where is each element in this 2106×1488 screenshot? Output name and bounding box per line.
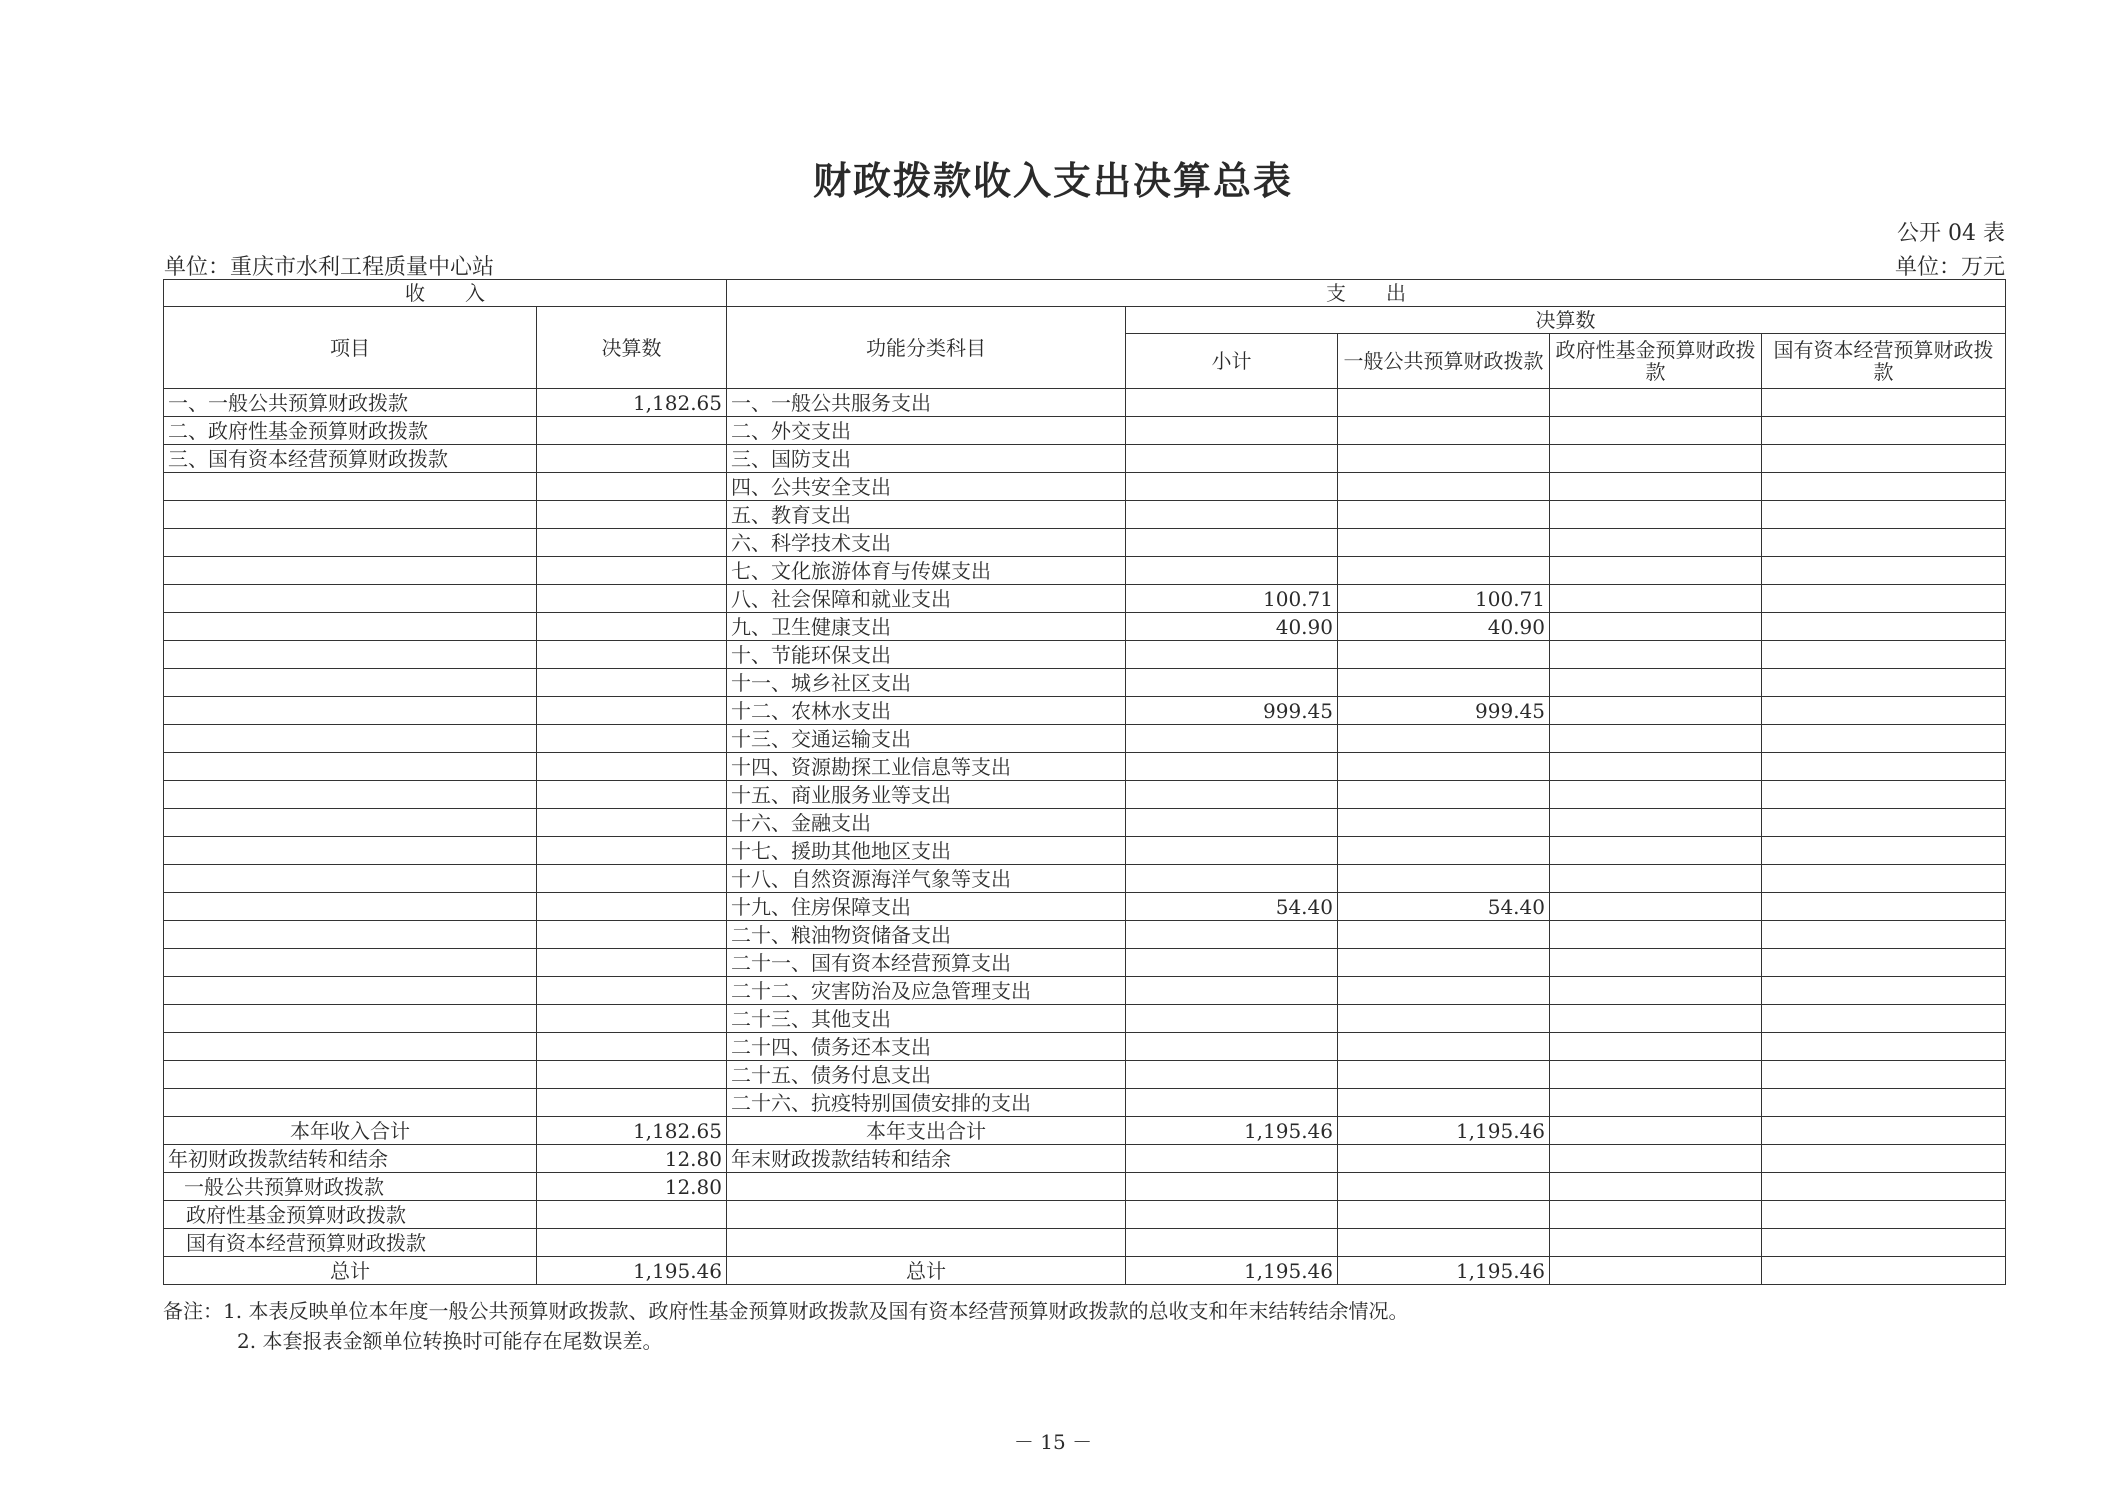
cell-item (164, 557, 537, 585)
cell-general (1338, 1033, 1550, 1061)
table-row (164, 501, 2006, 529)
subtotal-header: 小计 (1126, 334, 1338, 389)
table-row (164, 417, 2006, 445)
cell-amount (537, 417, 727, 445)
cell-subtotal (1126, 501, 1338, 529)
table-row (164, 949, 2006, 977)
cell-amount (537, 809, 727, 837)
unit-currency: 单位：万元 (1894, 255, 2005, 280)
cell-func: 十八、自然资源海洋气象等支出 (727, 865, 1126, 893)
cell-amount (537, 1061, 727, 1089)
cell-func: 十、节能环保支出 (727, 641, 1126, 669)
cell-subtotal (1126, 417, 1338, 445)
cell-state (1762, 1089, 2006, 1117)
cell-amount (537, 893, 727, 921)
cell-item: 三、国有资本经营预算财政拨款 (164, 445, 537, 473)
cell-amount (537, 921, 727, 949)
cell-fund (1550, 921, 1762, 949)
income-total-label: 本年收入合计 (164, 1117, 537, 1145)
cell-item (164, 949, 537, 977)
carry-out-general (1338, 1145, 1550, 1173)
cell-fund (1550, 865, 1762, 893)
cell-subtotal: 40.90 (1126, 613, 1338, 641)
expense-total-subtotal: 1,195.46 (1126, 1117, 1338, 1145)
cell-item (164, 1061, 537, 1089)
table-row (164, 641, 2006, 669)
cell-state (1762, 697, 2006, 725)
table-row (164, 557, 2006, 585)
cell-item (164, 781, 537, 809)
table-row (164, 725, 2006, 753)
cell-amount (537, 725, 727, 753)
table-row (164, 921, 2006, 949)
cell-func: 二十、粮油物资储备支出 (727, 921, 1126, 949)
cell-item (164, 809, 537, 837)
cell-item (164, 669, 537, 697)
cell-general (1338, 557, 1550, 585)
cell-func: 十六、金融支出 (727, 809, 1126, 837)
cell-subtotal (1126, 641, 1338, 669)
cell-func: 五、教育支出 (727, 501, 1126, 529)
cell-amount (537, 557, 727, 585)
cell-state (1762, 417, 2006, 445)
cell-fund (1550, 473, 1762, 501)
cell-item (164, 473, 537, 501)
cell-amount (537, 837, 727, 865)
cell-amount (537, 585, 727, 613)
cell-fund (1550, 669, 1762, 697)
cell-amount (537, 949, 727, 977)
cell-item (164, 725, 537, 753)
table-row (164, 669, 2006, 697)
cell-func: 二十二、灾害防治及应急管理支出 (727, 977, 1126, 1005)
cell-func: 七、文化旅游体育与传媒支出 (727, 557, 1126, 585)
cell-state (1762, 1005, 2006, 1033)
cell-amount (537, 501, 727, 529)
grand-fund (1550, 1257, 1762, 1285)
general-header: 一般公共预算财政拨款 (1338, 334, 1550, 389)
cell-fund (1550, 1089, 1762, 1117)
cell-subtotal: 54.40 (1126, 893, 1338, 921)
cell-subtotal (1126, 1089, 1338, 1117)
cell-subtotal (1126, 557, 1338, 585)
carry-out-label: 年末财政拨款结转和结余 (727, 1145, 1126, 1173)
table-row (164, 837, 2006, 865)
cell-subtotal (1126, 781, 1338, 809)
cell-general (1338, 501, 1550, 529)
cell-state (1762, 613, 2006, 641)
cell-state (1762, 781, 2006, 809)
cell-state (1762, 557, 2006, 585)
carry-in-amount: 12.80 (537, 1145, 727, 1173)
cell-func: 四、公共安全支出 (727, 473, 1126, 501)
cell-state (1762, 809, 2006, 837)
table-row (164, 865, 2006, 893)
cell-amount (537, 445, 727, 473)
func-header: 功能分类科目 (727, 307, 1126, 389)
table-row (164, 977, 2006, 1005)
cell-item (164, 697, 537, 725)
item-header: 项目 (164, 307, 537, 389)
expense-header: 支 出 (727, 280, 2006, 307)
cell-amount (537, 613, 727, 641)
expense-total-label: 本年支出合计 (727, 1117, 1126, 1145)
cell-func: 十二、农林水支出 (727, 697, 1126, 725)
cell-func: 十三、交通运输支出 (727, 725, 1126, 753)
cell-func: 十七、援助其他地区支出 (727, 837, 1126, 865)
cell-func: 二十一、国有资本经营预算支出 (727, 949, 1126, 977)
cell-general (1338, 781, 1550, 809)
budget-table (163, 279, 2006, 1285)
cell-subtotal (1126, 725, 1338, 753)
grand-total-amount: 1,195.46 (537, 1257, 727, 1285)
header-row-1 (164, 280, 2006, 307)
cell-item: 二、政府性基金预算财政拨款 (164, 417, 537, 445)
cell-item (164, 893, 537, 921)
cell-item (164, 529, 537, 557)
cell-item (164, 585, 537, 613)
grand-total-row (164, 1257, 2006, 1285)
cell-fund (1550, 585, 1762, 613)
table-row (164, 1061, 2006, 1089)
grand-state (1762, 1257, 2006, 1285)
cell-fund (1550, 781, 1762, 809)
cell-amount (537, 753, 727, 781)
cell-amount (537, 781, 727, 809)
notes (163, 1296, 1408, 1356)
cell-state (1762, 641, 2006, 669)
cell-item (164, 501, 537, 529)
cell-func: 九、卫生健康支出 (727, 613, 1126, 641)
cell-fund (1550, 949, 1762, 977)
carry-in-general-label: 一般公共预算财政拨款 (164, 1173, 537, 1201)
cell-item (164, 865, 537, 893)
page-title: 财政拨款收入支出决算总表 (812, 158, 1293, 203)
carry-in-general-amount: 12.80 (537, 1173, 727, 1201)
table-row (164, 781, 2006, 809)
carry-state-row (164, 1229, 2006, 1257)
income-total-amount: 1,182.65 (537, 1117, 727, 1145)
cell-subtotal (1126, 473, 1338, 501)
carry-row (164, 1145, 2006, 1173)
cell-amount (537, 1033, 727, 1061)
grand-exp-label: 总计 (727, 1257, 1126, 1285)
unit-organization: 单位：重庆市水利工程质量中心站 (164, 255, 495, 280)
cell-item (164, 1033, 537, 1061)
cell-state (1762, 949, 2006, 977)
carry-in-label: 年初财政拨款结转和结余 (164, 1145, 537, 1173)
cell-general (1338, 809, 1550, 837)
cell-fund (1550, 1005, 1762, 1033)
grand-general: 1,195.46 (1338, 1257, 1550, 1285)
cell-subtotal: 999.45 (1126, 697, 1338, 725)
cell-general (1338, 389, 1550, 417)
cell-state (1762, 921, 2006, 949)
amount-header: 决算数 (537, 307, 727, 389)
cell-fund (1550, 1061, 1762, 1089)
cell-general: 100.71 (1338, 585, 1550, 613)
cell-fund (1550, 725, 1762, 753)
table-row (164, 613, 2006, 641)
cell-fund (1550, 389, 1762, 417)
carry-out-subtotal (1126, 1145, 1338, 1173)
cell-func: 三、国防支出 (727, 445, 1126, 473)
cell-general (1338, 445, 1550, 473)
income-total-row (164, 1117, 2006, 1145)
carry-in-fund-label: 政府性基金预算财政拨款 (164, 1201, 537, 1229)
cell-fund (1550, 697, 1762, 725)
cell-amount (537, 865, 727, 893)
cell-func: 十五、商业服务业等支出 (727, 781, 1126, 809)
cell-amount (537, 697, 727, 725)
cell-general (1338, 921, 1550, 949)
cell-state (1762, 1033, 2006, 1061)
cell-state (1762, 725, 2006, 753)
table-row (164, 1033, 2006, 1061)
cell-fund (1550, 977, 1762, 1005)
cell-fund (1550, 1033, 1762, 1061)
cell-fund (1550, 501, 1762, 529)
cell-general (1338, 949, 1550, 977)
cell-fund (1550, 557, 1762, 585)
cell-amount (537, 977, 727, 1005)
fund-header: 政府性基金预算财政拨款 (1550, 334, 1762, 389)
cell-amount (537, 529, 727, 557)
cell-amount: 1,182.65 (537, 389, 727, 417)
grand-subtotal: 1,195.46 (1126, 1257, 1338, 1285)
cell-subtotal (1126, 445, 1338, 473)
cell-general (1338, 725, 1550, 753)
cell-subtotal (1126, 921, 1338, 949)
cell-general (1338, 865, 1550, 893)
cell-subtotal (1126, 977, 1338, 1005)
cell-fund (1550, 613, 1762, 641)
carry-out-fund (1550, 1145, 1762, 1173)
cell-func: 二十三、其他支出 (727, 1005, 1126, 1033)
cell-general (1338, 417, 1550, 445)
cell-amount (537, 641, 727, 669)
cell-subtotal (1126, 669, 1338, 697)
expense-total-fund (1550, 1117, 1762, 1145)
cell-general: 40.90 (1338, 613, 1550, 641)
cell-state (1762, 1061, 2006, 1089)
table-row (164, 753, 2006, 781)
cell-fund (1550, 837, 1762, 865)
table-row (164, 809, 2006, 837)
cell-subtotal: 100.71 (1126, 585, 1338, 613)
cell-amount (537, 1005, 727, 1033)
cell-amount (537, 473, 727, 501)
cell-general (1338, 669, 1550, 697)
cell-subtotal (1126, 865, 1338, 893)
cell-general (1338, 837, 1550, 865)
cell-item (164, 1005, 537, 1033)
cell-item (164, 921, 537, 949)
cell-state (1762, 865, 2006, 893)
table-row (164, 893, 2006, 921)
cell-state (1762, 473, 2006, 501)
page-number: － 15 － (1013, 1430, 1093, 1454)
cell-func: 一、一般公共服务支出 (727, 389, 1126, 417)
cell-subtotal (1126, 753, 1338, 781)
cell-state (1762, 529, 2006, 557)
cell-func: 十九、住房保障支出 (727, 893, 1126, 921)
cell-subtotal (1126, 389, 1338, 417)
cell-subtotal (1126, 837, 1338, 865)
cell-func: 十一、城乡社区支出 (727, 669, 1126, 697)
cell-general: 999.45 (1338, 697, 1550, 725)
cell-general (1338, 977, 1550, 1005)
cell-fund (1550, 417, 1762, 445)
cell-item (164, 613, 537, 641)
cell-state (1762, 389, 2006, 417)
header-row-2 (164, 307, 2006, 334)
cell-general (1338, 529, 1550, 557)
cell-func: 八、社会保障和就业支出 (727, 585, 1126, 613)
note-1: 备注：1. 本表反映单位本年度一般公共预算财政拨款、政府性基金预算财政拨款及国有资本经营预算财政拨款的总收支和年末结转结余情况。 (163, 1299, 1409, 1323)
cell-func: 二、外交支出 (727, 417, 1126, 445)
cell-general (1338, 1005, 1550, 1033)
note-2: 2. 本套报表金额单位转换时可能存在尾数误差。 (237, 1329, 663, 1353)
cell-state (1762, 585, 2006, 613)
cell-state (1762, 893, 2006, 921)
cell-subtotal (1126, 949, 1338, 977)
cell-func: 二十五、债务付息支出 (727, 1061, 1126, 1089)
cell-fund (1550, 445, 1762, 473)
cell-func: 十四、资源勘探工业信息等支出 (727, 753, 1126, 781)
carry-in-state-label: 国有资本经营预算财政拨款 (164, 1229, 537, 1257)
cell-subtotal (1126, 1005, 1338, 1033)
cell-state (1762, 501, 2006, 529)
cell-general (1338, 1061, 1550, 1089)
carry-fund-row (164, 1201, 2006, 1229)
table-row (164, 473, 2006, 501)
cell-general (1338, 1089, 1550, 1117)
table-row (164, 1089, 2006, 1117)
form-code: 公开 04 表 (1897, 221, 2005, 246)
cell-subtotal (1126, 1061, 1338, 1089)
cell-subtotal (1126, 809, 1338, 837)
cell-fund (1550, 529, 1762, 557)
cell-state (1762, 669, 2006, 697)
cell-fund (1550, 809, 1762, 837)
cell-fund (1550, 641, 1762, 669)
cell-general (1338, 753, 1550, 781)
cell-func: 六、科学技术支出 (727, 529, 1126, 557)
table-row (164, 529, 2006, 557)
cell-general: 54.40 (1338, 893, 1550, 921)
cell-func: 二十四、债务还本支出 (727, 1033, 1126, 1061)
cell-item (164, 837, 537, 865)
income-header: 收 入 (164, 280, 727, 307)
cell-state (1762, 837, 2006, 865)
expense-total-general: 1,195.46 (1338, 1117, 1550, 1145)
cell-state (1762, 445, 2006, 473)
state-header: 国有资本经营预算财政拨款 (1762, 334, 2006, 389)
cell-general (1338, 473, 1550, 501)
grand-total-label: 总计 (164, 1257, 537, 1285)
carry-general-row (164, 1173, 2006, 1201)
final-header: 决算数 (1126, 307, 2006, 334)
cell-subtotal (1126, 1033, 1338, 1061)
cell-item: 一、一般公共预算财政拨款 (164, 389, 537, 417)
cell-fund (1550, 753, 1762, 781)
cell-func: 二十六、抗疫特别国债安排的支出 (727, 1089, 1126, 1117)
cell-item (164, 753, 537, 781)
cell-item (164, 977, 537, 1005)
table-row (164, 585, 2006, 613)
cell-item (164, 641, 537, 669)
cell-state (1762, 753, 2006, 781)
cell-general (1338, 641, 1550, 669)
cell-amount (537, 669, 727, 697)
cell-fund (1550, 893, 1762, 921)
carry-out-state (1762, 1145, 2006, 1173)
expense-total-state (1762, 1117, 2006, 1145)
cell-state (1762, 977, 2006, 1005)
cell-item (164, 1089, 537, 1117)
table-row (164, 697, 2006, 725)
table-row (164, 389, 2006, 417)
cell-subtotal (1126, 529, 1338, 557)
table-row (164, 445, 2006, 473)
table-row (164, 1005, 2006, 1033)
cell-amount (537, 1089, 727, 1117)
